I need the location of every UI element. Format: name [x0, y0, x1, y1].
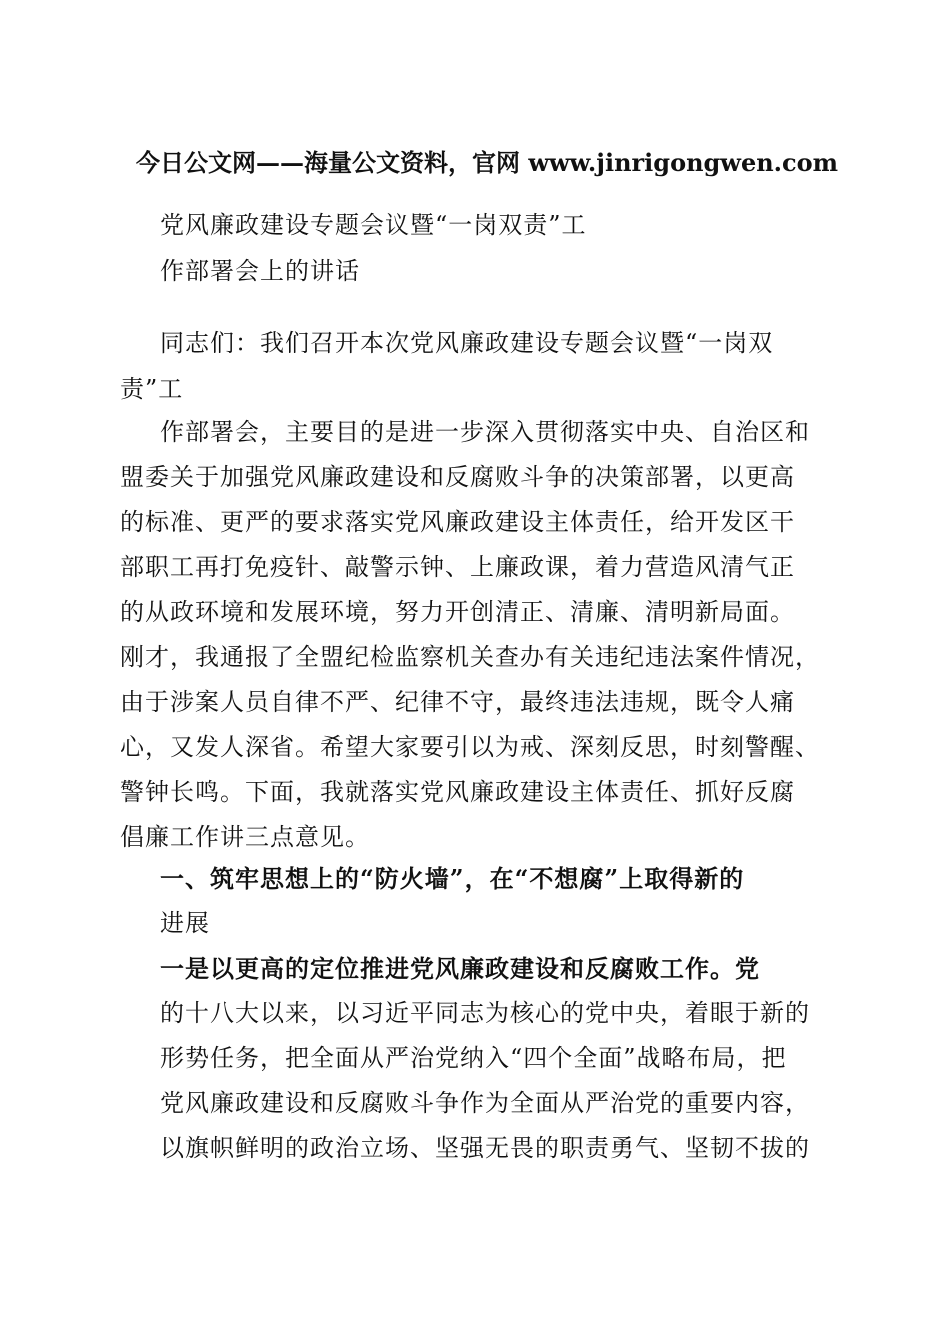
document-title-line-1: 党风廉政建设专题会议暨“一岗双责”工: [160, 211, 587, 239]
section-1-heading-continued: 进展: [160, 909, 210, 937]
document-title-line-2: 作部署会上的讲话: [160, 257, 360, 285]
paragraph-line: 的从政环境和发展环境，努力开创清正、清廉、清明新局面。: [120, 598, 795, 626]
section-1-heading: 一、筑牢思想上的“防火墙”，在“不想腐”上取得新的: [160, 864, 745, 893]
paragraph-line: 心，又发人深省。希望大家要引以为戒、深刻反思，时刻警醒、: [120, 733, 820, 761]
point-1-line: 的十八大以来，以习近平同志为核心的党中央，着眼于新的: [160, 999, 810, 1027]
paragraph-line: 部职工再打免疫针、敲警示钟、上廉政课，着力营造风清气正: [120, 553, 795, 581]
salutation-line-2: 责”工: [120, 375, 184, 403]
point-1-line: 党风廉政建设和反腐败斗争作为全面从严治党的重要内容，: [160, 1089, 810, 1117]
paragraph-line: 盟委关于加强党风廉政建设和反腐败斗争的决策部署，以更高: [120, 463, 795, 491]
point-1-heading: 一是以更高的定位推进党风廉政建设和反腐败工作。党: [160, 954, 760, 983]
paragraph-line: 作部署会，主要目的是进一步深入贯彻落实中央、自治区和: [160, 418, 810, 446]
paragraph-line: 刚才，我通报了全盟纪检监察机关查办有关违纪违法案件情况，: [120, 643, 820, 671]
salutation-line-1: 同志们：我们召开本次党风廉政建设专题会议暨“一岗双: [160, 329, 774, 357]
site-header: 今日公文网——海量公文资料，官网 www.jinrigongwen.com: [136, 148, 839, 177]
paragraph-line: 警钟长鸣。下面，我就落实党风廉政建设主体责任、抓好反腐: [120, 778, 795, 806]
point-1-line: 形势任务，把全面从严治党纳入“四个全面”战略布局，把: [160, 1044, 787, 1072]
paragraph-line: 倡廉工作讲三点意见。: [120, 823, 370, 851]
paragraph-line: 的标准、更严的要求落实党风廉政建设主体责任，给开发区干: [120, 508, 795, 536]
point-1-line: 以旗帜鲜明的政治立场、坚强无畏的职责勇气、坚韧不拔的: [160, 1134, 810, 1162]
paragraph-line: 由于涉案人员自律不严、纪律不守，最终违法违规，既令人痛: [120, 688, 795, 716]
